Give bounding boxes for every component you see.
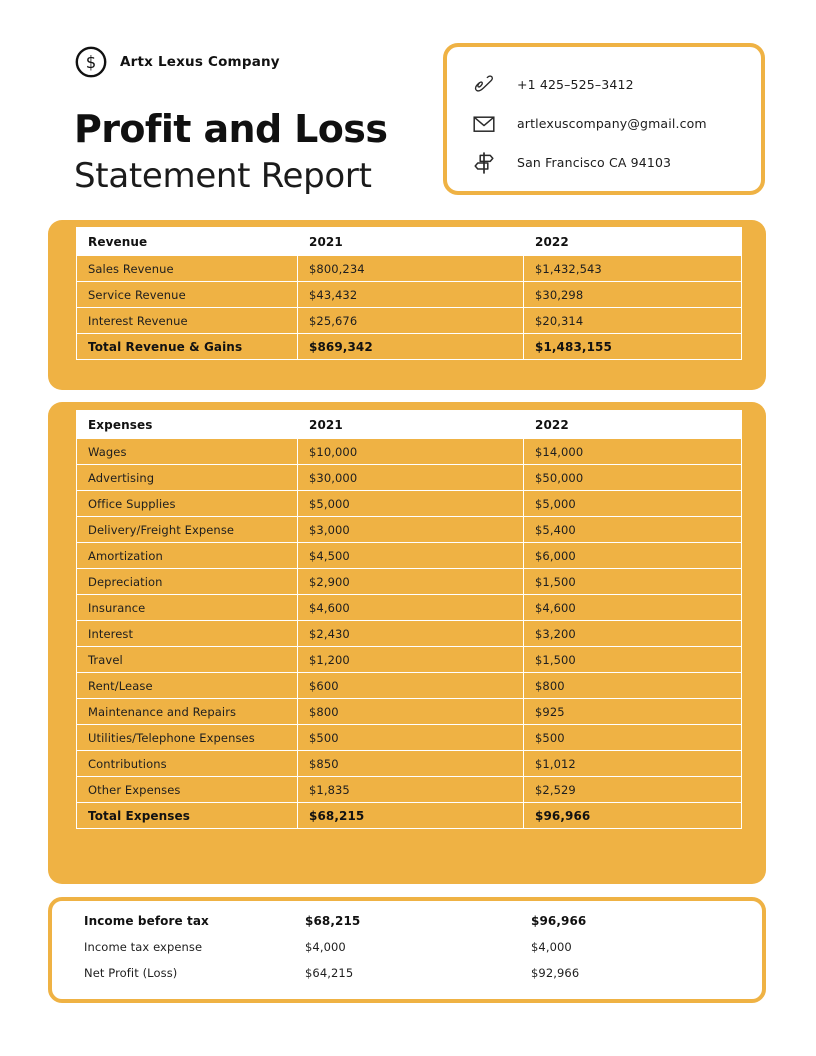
contact-phone-value: +1 425–525–3412 xyxy=(517,77,634,92)
cell-label: Advertising xyxy=(77,465,298,491)
table-row xyxy=(77,673,742,699)
cell-year-2021: $30,000 xyxy=(298,465,524,491)
contact-card xyxy=(443,43,765,195)
cell-label: Office Supplies xyxy=(77,491,298,517)
cell-label: Contributions xyxy=(77,751,298,777)
cell-year-2022: $500 xyxy=(524,725,742,751)
cell-label: Utilities/Telephone Expenses xyxy=(77,725,298,751)
table-row xyxy=(77,491,742,517)
expenses-header-2022: 2022 xyxy=(524,411,742,439)
revenue-header-2021: 2021 xyxy=(298,228,524,256)
document-header xyxy=(74,44,434,196)
cell-year-2021: $4,500 xyxy=(298,543,524,569)
cell-year-2021: $68,215 xyxy=(305,914,361,928)
dollar-circle-icon xyxy=(74,45,108,79)
phone-icon xyxy=(469,71,499,99)
table-row xyxy=(77,543,742,569)
brand-lockup xyxy=(74,44,434,80)
cell-year-2022: $1,500 xyxy=(524,647,742,673)
expenses-table xyxy=(76,410,742,829)
cell-label: Insurance xyxy=(77,595,298,621)
cell-year-2022: $3,200 xyxy=(524,621,742,647)
summary-row xyxy=(84,908,724,934)
cell-year-2021: $4,000 xyxy=(305,940,346,954)
summary-row xyxy=(84,934,724,960)
cell-label: Total Expenses xyxy=(77,803,298,829)
cell-year-2021: $43,432 xyxy=(298,282,524,308)
table-row xyxy=(77,517,742,543)
cell-year-2022: $6,000 xyxy=(524,543,742,569)
cell-year-2022: $4,600 xyxy=(524,595,742,621)
table-header-row xyxy=(77,411,742,439)
cell-label: Sales Revenue xyxy=(77,256,298,282)
cell-year-2021: $800 xyxy=(298,699,524,725)
cell-year-2022: $14,000 xyxy=(524,439,742,465)
signpost-icon xyxy=(469,149,499,177)
expenses-header-2021: 2021 xyxy=(298,411,524,439)
cell-year-2022: $50,000 xyxy=(524,465,742,491)
cell-year-2021: $869,342 xyxy=(298,334,524,360)
table-row xyxy=(77,621,742,647)
cell-year-2021: $1,200 xyxy=(298,647,524,673)
contact-row-email xyxy=(469,104,741,143)
cell-year-2022: $20,314 xyxy=(524,308,742,334)
cell-label: Depreciation xyxy=(77,569,298,595)
cell-year-2021: $5,000 xyxy=(298,491,524,517)
expenses-header-label: Expenses xyxy=(77,411,298,439)
cell-year-2022: $1,483,155 xyxy=(524,334,742,360)
cell-label: Travel xyxy=(77,647,298,673)
cell-year-2022: $4,000 xyxy=(531,940,572,954)
cell-year-2021: $4,600 xyxy=(298,595,524,621)
cell-year-2021: $600 xyxy=(298,673,524,699)
cell-label: Other Expenses xyxy=(77,777,298,803)
cell-label: Maintenance and Repairs xyxy=(77,699,298,725)
table-row xyxy=(77,725,742,751)
cell-year-2021: $2,430 xyxy=(298,621,524,647)
contact-row-phone xyxy=(469,65,741,104)
cell-year-2022: $1,432,543 xyxy=(524,256,742,282)
cell-year-2021: $68,215 xyxy=(298,803,524,829)
cell-year-2022: $1,500 xyxy=(524,569,742,595)
contact-row-address xyxy=(469,143,741,182)
cell-label: Interest Revenue xyxy=(77,308,298,334)
summary-row xyxy=(84,960,724,986)
cell-label: Service Revenue xyxy=(77,282,298,308)
revenue-table-body xyxy=(77,256,742,360)
cell-year-2021: $800,234 xyxy=(298,256,524,282)
revenue-total-row xyxy=(77,334,742,360)
table-row xyxy=(77,256,742,282)
cell-year-2022: $92,966 xyxy=(531,966,580,980)
cell-year-2022: $5,000 xyxy=(524,491,742,517)
cell-year-2022: $2,529 xyxy=(524,777,742,803)
table-row xyxy=(77,595,742,621)
contact-email-value: artlexuscompany@gmail.com xyxy=(517,116,707,131)
expenses-table-body xyxy=(77,439,742,829)
cell-label: Delivery/Freight Expense xyxy=(77,517,298,543)
cell-year-2021: $850 xyxy=(298,751,524,777)
cell-year-2021: $1,835 xyxy=(298,777,524,803)
cell-year-2022: $96,966 xyxy=(531,914,587,928)
cell-year-2022: $800 xyxy=(524,673,742,699)
table-row xyxy=(77,751,742,777)
page-title-main: Profit and Loss xyxy=(74,107,388,151)
table-row xyxy=(77,282,742,308)
table-row xyxy=(77,465,742,491)
summary-table-body xyxy=(84,908,724,986)
brand-name: Artx Lexus Company xyxy=(120,54,280,70)
summary-table xyxy=(84,908,724,986)
cell-label: Total Revenue & Gains xyxy=(77,334,298,360)
table-row xyxy=(77,777,742,803)
cell-year-2021: $25,676 xyxy=(298,308,524,334)
cell-label: Net Profit (Loss) xyxy=(84,966,178,980)
envelope-icon xyxy=(469,110,499,138)
cell-label: Interest xyxy=(77,621,298,647)
cell-year-2021: $64,215 xyxy=(305,966,354,980)
table-row xyxy=(77,569,742,595)
revenue-header-label: Revenue xyxy=(77,228,298,256)
table-row xyxy=(77,439,742,465)
svg-text:$: $ xyxy=(85,53,97,73)
contact-address-value: San Francisco CA 94103 xyxy=(517,155,672,170)
cell-label: Wages xyxy=(77,439,298,465)
revenue-table xyxy=(76,227,742,360)
expenses-total-row xyxy=(77,803,742,829)
table-row xyxy=(77,308,742,334)
cell-year-2021: $500 xyxy=(298,725,524,751)
page-title xyxy=(74,108,434,196)
cell-year-2021: $2,900 xyxy=(298,569,524,595)
revenue-header-2022: 2022 xyxy=(524,228,742,256)
cell-label: Income before tax xyxy=(84,914,209,928)
cell-year-2022: $5,400 xyxy=(524,517,742,543)
table-header-row xyxy=(77,228,742,256)
cell-label: Income tax expense xyxy=(84,940,203,954)
table-row xyxy=(77,647,742,673)
table-row xyxy=(77,699,742,725)
cell-year-2021: $10,000 xyxy=(298,439,524,465)
page-title-sub: Statement Report xyxy=(74,155,372,196)
cell-label: Amortization xyxy=(77,543,298,569)
cell-year-2022: $96,966 xyxy=(524,803,742,829)
cell-year-2022: $925 xyxy=(524,699,742,725)
cell-year-2021: $3,000 xyxy=(298,517,524,543)
cell-year-2022: $1,012 xyxy=(524,751,742,777)
cell-year-2022: $30,298 xyxy=(524,282,742,308)
cell-label: Rent/Lease xyxy=(77,673,298,699)
